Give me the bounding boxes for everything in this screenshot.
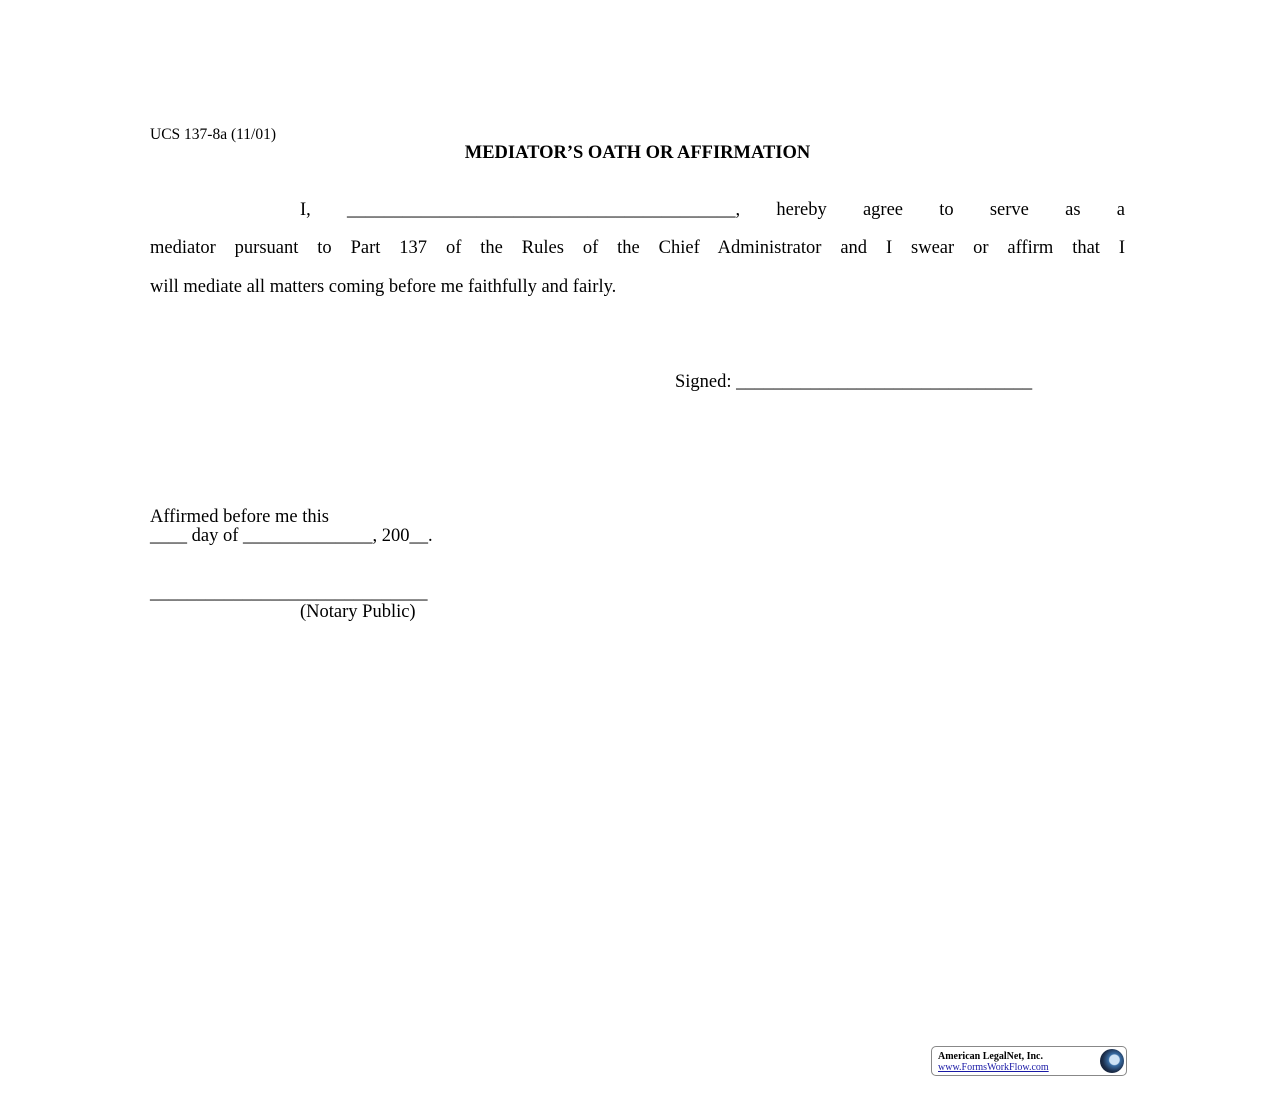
page-title: MEDIATOR’S OATH OR AFFIRMATION: [464, 143, 811, 163]
signature-line: Signed: ________________________________: [675, 372, 1033, 392]
footer-badge[interactable]: [931, 1046, 1127, 1076]
oath-line-1: I, __________________________________________, hereby agree to serve as a: [300, 200, 1125, 220]
oath-line-3: will mediate all matters coming before me faithfully and fairly.: [150, 277, 617, 297]
notary-label: (Notary Public): [300, 602, 416, 622]
oath-line-2: mediator pursuant to Part 137 of the Rules of the Chief Administrator and I swear or affirm that I: [150, 238, 1125, 258]
notary-signature-line: ______________________________: [150, 583, 428, 603]
badge-company: American LegalNet, Inc.: [938, 1051, 1043, 1062]
globe-icon: [1100, 1049, 1124, 1073]
form-id: UCS 137-8a (11/01): [150, 126, 276, 143]
affirmation-line-1: Affirmed before me this: [150, 507, 329, 527]
badge-url-link[interactable]: www.FormsWorkFlow.com: [938, 1062, 1049, 1073]
affirmation-date-line: ____ day of ______________, 200__.: [150, 526, 433, 546]
